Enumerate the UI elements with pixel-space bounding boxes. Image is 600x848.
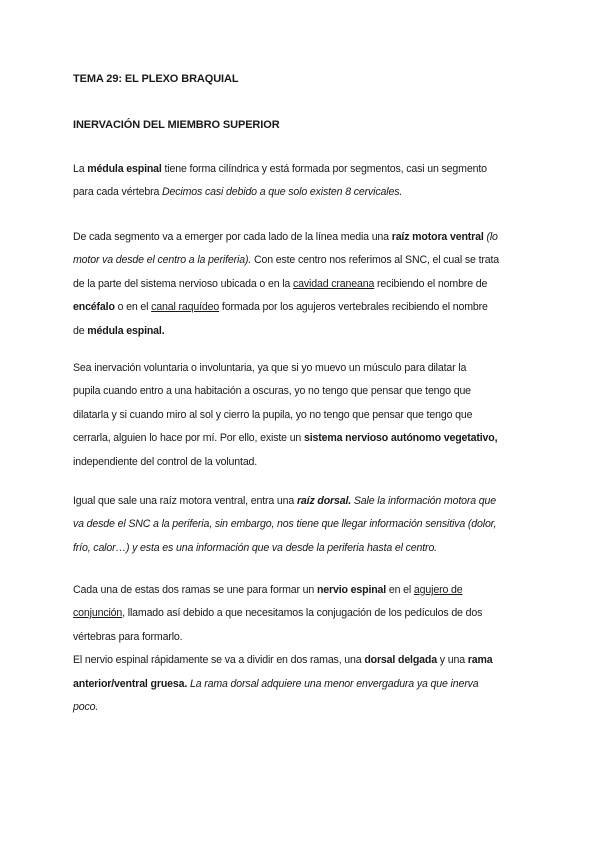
text-line: para cada vértebra Decimos casi debido a que solo existen 8 cervicales. [73, 186, 403, 199]
underlined-term: cavidad craneana [292, 277, 375, 290]
paragraph-inervacion [73, 357, 543, 474]
underlined-term: conjunción [73, 607, 123, 620]
bold-term: encéfalo [73, 301, 115, 314]
text-line: de médula espinal. [73, 324, 165, 337]
text-line: Igual que sale una raíz motora ventral, entra una raíz dorsal. Sale la información motora que [73, 495, 497, 507]
text-line: cerrarla, alguien lo hace por mí. Por ello, existe un sistema nervioso autónomo vegetativo, [73, 432, 498, 445]
text-line: va desde el SNC a la periferia, sin embargo, nos tiene que llegar información sensitiva (dolor, [73, 518, 497, 531]
text-line: encéfalo o en el canal raquídeo formada por los agujeros vertebrales recibiendo el nombre [73, 301, 488, 314]
bold-term: médula espinal. [87, 324, 165, 337]
paragraph-raiz-dorsal [73, 490, 543, 560]
italic-note: motor va desde el centro a la periferia). [73, 254, 252, 267]
bold-term: nervio espinal [316, 584, 387, 596]
section-heading: INERVACIÓN DEL MIEMBRO SUPERIOR [73, 119, 280, 131]
text-line: La médula espinal tiene forma cilíndrica y está formada por segmentos, casi un segmento [73, 163, 487, 175]
italic-note: La rama dorsal adquiere una menor envergadura ya que inerva [187, 677, 479, 690]
text-line: pupila cuando entro a una habitación a oscuras, yo no tengo que pensar que tengo que [73, 385, 471, 398]
underlined-term: agujero de [413, 584, 463, 596]
text-line: independiente del control de la voluntad. [73, 455, 258, 468]
bold-term: anterior/ventral gruesa. [73, 677, 188, 690]
text-line: De cada segmento va a emerger por cada lado de la línea media una raíz motora ventral (lo [73, 231, 498, 243]
text-line [73, 673, 543, 696]
italic-note: Decimos casi debido a que solo existen 8 cervicales. [162, 186, 403, 199]
text-line: Cada una de estas dos ramas se une para formar un nervio espinal en el agujero de [73, 584, 463, 596]
text-line: motor va desde el centro a la periferia). Con este centro nos referimos al SNC, el cual se trata [73, 254, 500, 267]
underlined-term: canal raquídeo [151, 301, 220, 314]
text-line: conjunción, llamado así debido a que necesitamos la conjugación de los pedículos de dos [73, 607, 483, 620]
text-line: El nervio espinal rápidamente se va a dividir en dos ramas, una dorsal delgada y una rama [73, 654, 493, 667]
text-line: vértebras para formarlo. [73, 630, 183, 643]
paragraph-nervio-espinal [73, 579, 543, 719]
bold-term: rama [467, 654, 493, 667]
text-line: Sea inervación voluntaria o involuntaria, ya que si yo muevo un músculo para dilatar la [73, 362, 467, 374]
document-title: TEMA 29: EL PLEXO BRAQUIAL [73, 73, 239, 85]
bold-term: raíz dorsal. [296, 495, 352, 507]
bold-term: dorsal delgada [364, 654, 437, 667]
paragraph-raiz-motora [73, 226, 543, 343]
text-line: frío, calor…) y esta es una información que va desde la periferia hasta el centro. [73, 541, 437, 554]
bold-term: médula espinal [87, 163, 162, 175]
bold-term: raíz motora ventral [391, 231, 484, 243]
text-line: dilatarla y si cuando miro al sol y cierro la pupila, yo no tengo que pensar que tengo que [73, 408, 473, 421]
paragraph-medula [73, 158, 543, 205]
bold-term: sistema nervioso autónomo vegetativo, [303, 432, 498, 445]
text-line: de la parte del sistema nervioso ubicada o en la cavidad craneana recibiendo el nombre de [73, 277, 488, 290]
text-line: poco. [73, 700, 99, 713]
